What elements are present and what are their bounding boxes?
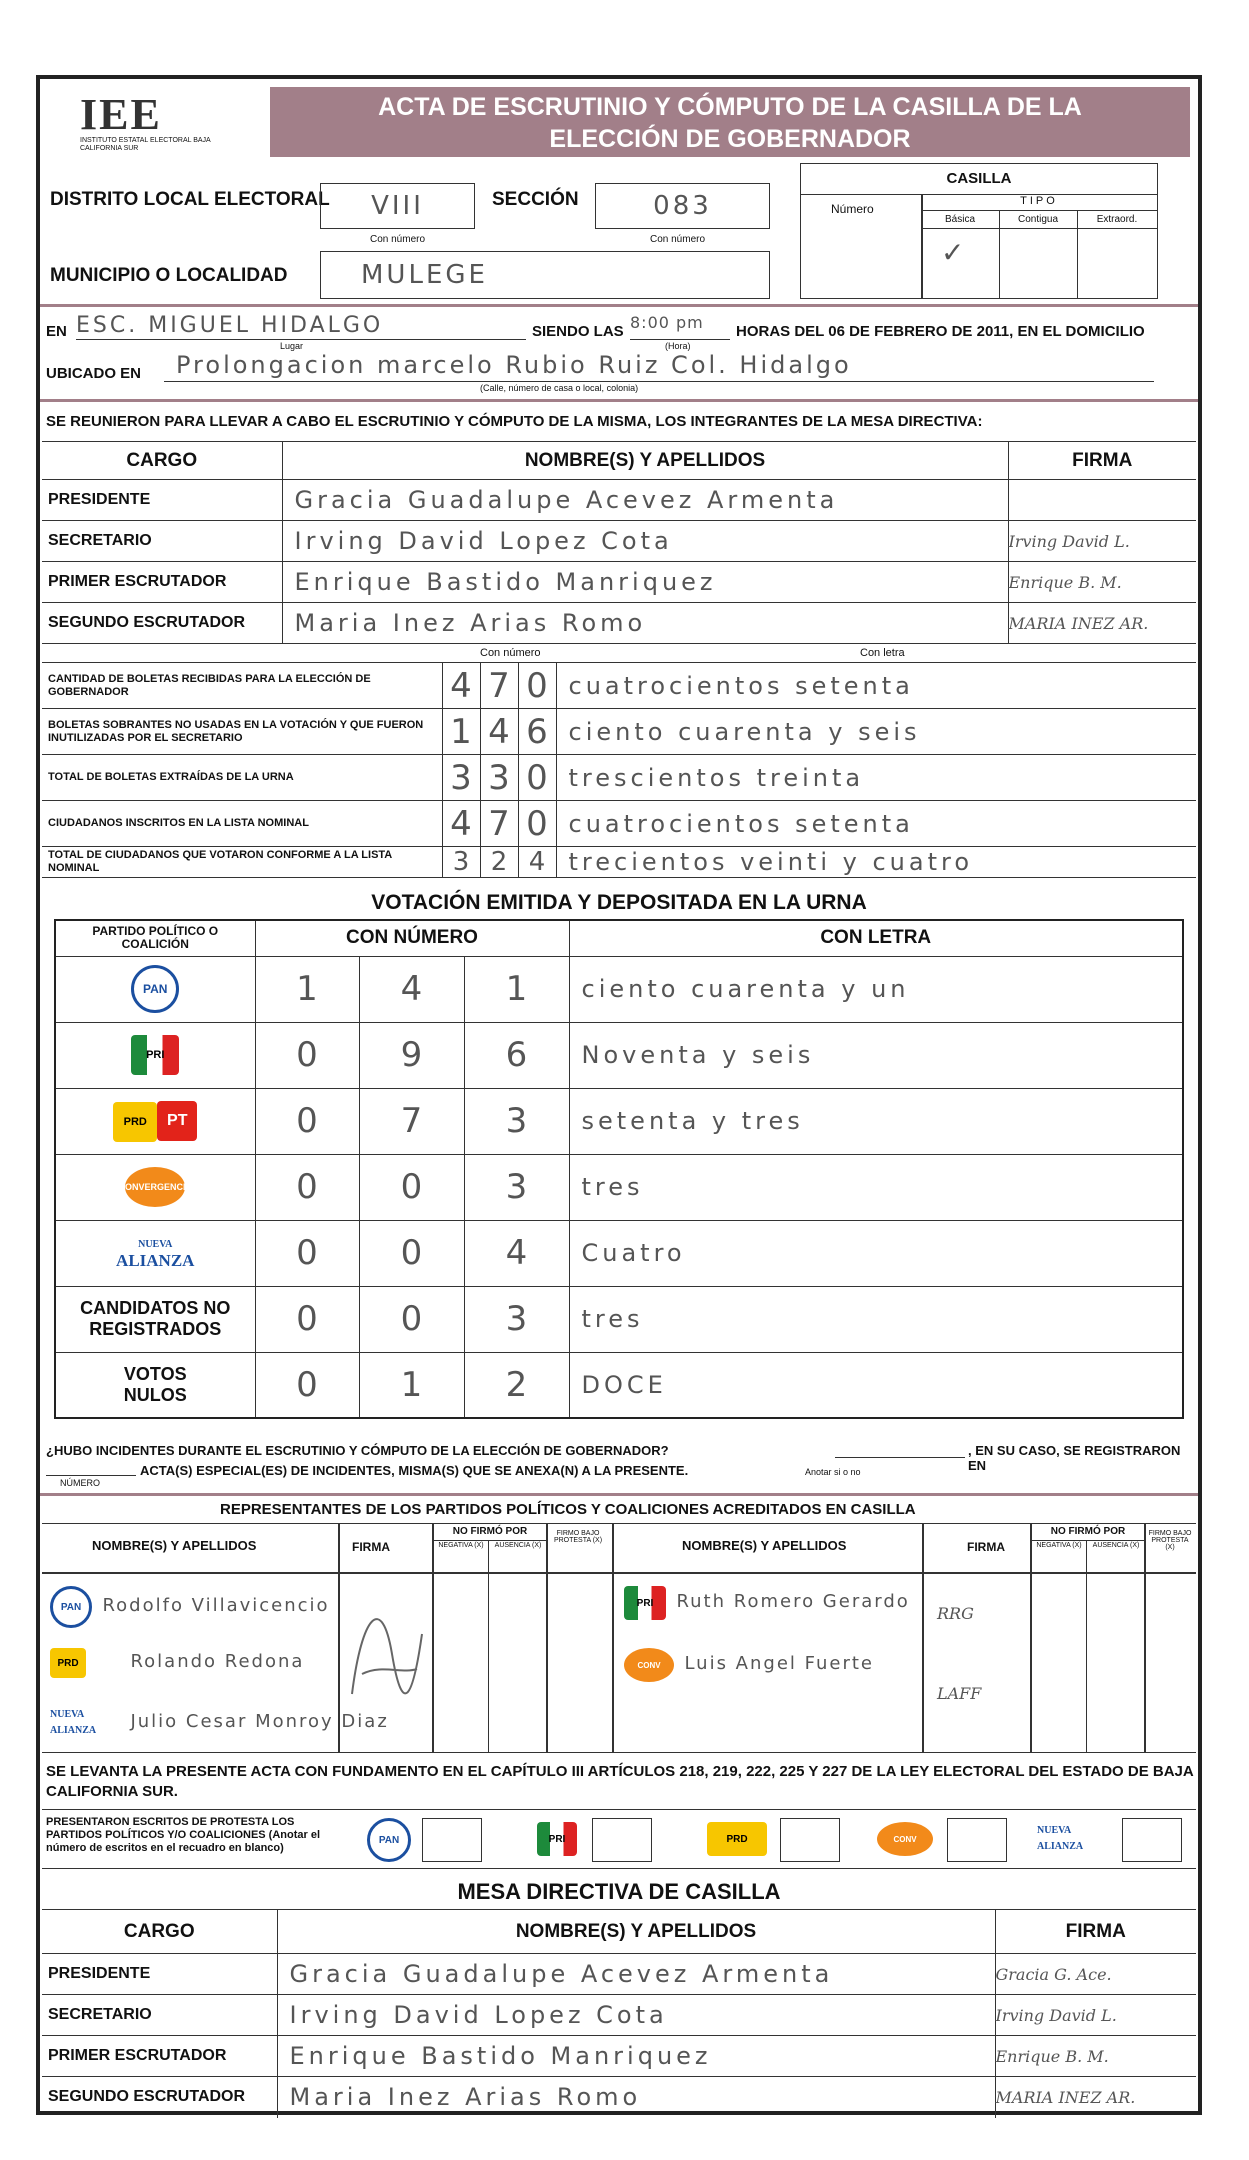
- mesa-directiva-table-2: [42, 1909, 1196, 2118]
- letra[interactable]: Noventa y seis: [569, 1022, 1183, 1088]
- digit[interactable]: 1: [442, 709, 480, 755]
- rep-row-left-2: [50, 1648, 304, 1678]
- mesa2-row-secretario: [42, 1995, 1196, 2036]
- incidentes-answer-field[interactable]: [835, 1457, 965, 1458]
- pan-logo-icon: PAN: [131, 965, 179, 1013]
- digit[interactable]: 0: [359, 1154, 464, 1220]
- digit[interactable]: 1: [464, 956, 569, 1022]
- digit[interactable]: 0: [359, 1286, 464, 1352]
- prd-logo-icon: PRD: [113, 1102, 157, 1142]
- votacion-row-pan: [55, 956, 1183, 1022]
- digit[interactable]: 1: [255, 956, 359, 1022]
- hora-value: 8:00 pm: [630, 313, 704, 332]
- district-label: DISTRITO LOCAL ELECTORAL: [50, 189, 330, 210]
- lugar-sub: Lugar: [280, 341, 304, 351]
- municipio-value: MULEGE: [361, 260, 488, 290]
- lugar-field[interactable]: [76, 313, 526, 340]
- casilla-extraord: Extraord.: [1096, 214, 1138, 225]
- protesta-pan-input[interactable]: [422, 1818, 482, 1862]
- rep-h-nombre-right: NOMBRE(S) Y APELLIDOS: [682, 1538, 847, 1553]
- digit[interactable]: 0: [255, 1352, 359, 1418]
- letra[interactable]: Cuatro: [569, 1220, 1183, 1286]
- digit[interactable]: 4: [480, 709, 518, 755]
- title-line-2: ELECCIÓN DE GOBERNADOR: [549, 125, 911, 153]
- prd-pt-logo-icon: PRD: [707, 1822, 767, 1856]
- votos-nulos-label: VOTOS NULOS: [55, 1352, 255, 1418]
- votacion-row-pri: [55, 1022, 1183, 1088]
- rep-h-nofirmo-left: NO FIRMÓ POR: [452, 1526, 528, 1537]
- boletas-label: TOTAL DE CIUDADANOS QUE VOTARON CONFORME A LA LISTA NOMINAL: [42, 847, 442, 878]
- convergencia-logo-icon: CONV: [877, 1822, 933, 1856]
- cargo: PRIMER ESCRUTADOR: [42, 562, 282, 603]
- digit[interactable]: 3: [464, 1286, 569, 1352]
- digit[interactable]: 6: [518, 709, 556, 755]
- incidentes-numero-field[interactable]: [46, 1475, 136, 1476]
- rep-h-negativa-right: NEGATIVA (X): [1036, 1542, 1082, 1549]
- rep-firma[interactable]: RRG: [937, 1604, 974, 1623]
- protesta-nva-input[interactable]: [1122, 1818, 1182, 1862]
- votacion-row-no-registrados: [55, 1286, 1183, 1352]
- cargo: SEGUNDO ESCRUTADOR: [42, 2077, 277, 2118]
- casilla-tipo: TIPO: [1020, 195, 1058, 207]
- district-value: VIII: [371, 191, 424, 221]
- firma[interactable]: Irving David L.: [995, 1995, 1196, 2036]
- digit[interactable]: 9: [359, 1022, 464, 1088]
- section-sub: Con número: [650, 234, 706, 245]
- representantes-table: [42, 1523, 1196, 1753]
- fundamento-text: SE LEVANTA LA PRESENTE ACTA CON FUNDAMENTO EN EL CAPÍTULO III ARTÍCULOS 218, 219, 222, 225 Y 227 DE LA LEY ELECTORAL DEL ESTADO DE BAJA CALIFORNIA SUR.: [46, 1763, 1194, 1800]
- firma[interactable]: Irving David L.: [1008, 521, 1196, 562]
- logo-subtitle: INSTITUTO ESTATAL ELECTORAL BAJA CALIFORNIA SUR: [80, 137, 211, 152]
- hora-sub: (Hora): [665, 341, 691, 351]
- basica-check-icon[interactable]: ✓: [941, 236, 968, 269]
- votacion-title: VOTACIÓN EMITIDA Y DEPOSITADA EN LA URNA: [371, 891, 867, 914]
- protesta-pri-input[interactable]: [592, 1818, 652, 1862]
- nombre[interactable]: Irving David Lopez Cota: [282, 521, 1008, 562]
- domicilio-value: Prolongacion marcelo Rubio Ruiz Col. Hidalgo: [176, 351, 852, 379]
- rep-h-protesta-right: FIRMO BAJO PROTESTA (X): [1148, 1530, 1192, 1551]
- rep-nombre[interactable]: Rodolfo Villavicencio: [102, 1595, 330, 1617]
- letra[interactable]: tres: [569, 1286, 1183, 1352]
- votacion-table: [54, 919, 1184, 1419]
- h-firma: FIRMA: [1008, 442, 1196, 480]
- rep-h-protesta-left: FIRMO BAJO PROTESTA (X): [553, 1530, 603, 1544]
- domicilio-field[interactable]: [164, 351, 1154, 382]
- prd-logo-icon: PRD: [50, 1648, 86, 1678]
- casilla-contigua: Contigua: [1017, 214, 1059, 225]
- digit[interactable]: 4: [442, 663, 480, 709]
- rep-h-ausencia-left: AUSENCIA (X): [494, 1542, 542, 1549]
- h-cargo: CARGO: [42, 1910, 277, 1954]
- rep-nombre[interactable]: Ruth Romero Gerardo: [676, 1591, 910, 1613]
- nombre[interactable]: Maria Inez Arias Romo: [277, 2077, 995, 2118]
- section-value: 083: [653, 191, 712, 221]
- boletas-table: [42, 662, 1196, 878]
- casilla-title: CASILLA: [801, 164, 1157, 195]
- digit[interactable]: 3: [442, 755, 480, 801]
- cargo: SECRETARIO: [42, 1995, 277, 2036]
- boletas-h-num: Con número: [480, 647, 541, 659]
- nueva-alianza-logo-icon: NUEVA ALIANZA: [1037, 1825, 1084, 1852]
- casilla-numero: Número: [831, 202, 874, 216]
- cargo: SECRETARIO: [42, 521, 282, 562]
- digit[interactable]: 7: [480, 663, 518, 709]
- nueva-alianza-logo-icon: NUEVA ALIANZA: [116, 1239, 195, 1270]
- hora-field[interactable]: [630, 313, 730, 340]
- mesa2-title: MESA DIRECTIVA DE CASILLA: [457, 1879, 781, 1904]
- digit[interactable]: 0: [255, 1022, 359, 1088]
- rep-nombre[interactable]: Rolando Redona: [130, 1651, 305, 1673]
- boletas-label: TOTAL DE BOLETAS EXTRAÍDAS DE LA URNA: [42, 755, 442, 801]
- protesta-conv-input[interactable]: [947, 1818, 1007, 1862]
- en-label: EN: [46, 323, 67, 340]
- title-band: [270, 87, 1190, 157]
- votacion-row-prd-pt: [55, 1088, 1183, 1154]
- firma[interactable]: Enrique B. M.: [1008, 562, 1196, 603]
- ubicado-label: UBICADO EN: [46, 365, 142, 382]
- letra[interactable]: cuatrocientos setenta: [556, 801, 1196, 847]
- municipio-field[interactable]: [320, 251, 770, 299]
- boletas-label: CIUDADANOS INSCRITOS EN LA LISTA NOMINAL: [42, 801, 442, 847]
- digit[interactable]: 3: [464, 1154, 569, 1220]
- digit[interactable]: 2: [480, 847, 518, 878]
- incidentes-line-1: ¿HUBO INCIDENTES DURANTE EL ESCRUTINIO Y CÓMPUTO DE LA ELECCIÓN DE GOBERNADOR?: [46, 1443, 669, 1458]
- domicilio-sub: (Calle, número de casa o local, colonia): [480, 383, 639, 393]
- mesa1-row-secretario: [42, 521, 1196, 562]
- title-line-1: ACTA DE ESCRUTINIO Y CÓMPUTO DE LA CASILLA DE LA: [378, 93, 1082, 121]
- digit[interactable]: 0: [255, 1220, 359, 1286]
- firma[interactable]: MARIA INEZ AR.: [995, 2077, 1196, 2118]
- municipio-label: MUNICIPIO O LOCALIDAD: [50, 265, 288, 286]
- pan-logo-icon: PAN: [367, 1818, 411, 1862]
- boletas-row: [42, 709, 1196, 755]
- letra[interactable]: cuatrocientos setenta: [556, 663, 1196, 709]
- horas-text: HORAS DEL 06 DE FEBRERO DE 2011, EN EL DOMICILIO: [736, 323, 1145, 340]
- votacion-row-nulos: [55, 1352, 1183, 1418]
- boletas-row: [42, 847, 1196, 878]
- letra[interactable]: trecientos veinti y cuatro: [556, 847, 1196, 878]
- cargo: PRIMER ESCRUTADOR: [42, 2036, 277, 2077]
- h-con-numero: CON NÚMERO: [255, 920, 569, 956]
- rep-h-negativa-left: NEGATIVA (X): [438, 1542, 484, 1549]
- casilla-basica: Básica: [944, 214, 975, 225]
- digit[interactable]: 0: [518, 663, 556, 709]
- mesa2-row-presidente: [42, 1954, 1196, 1995]
- district-sub: Con número: [370, 234, 426, 245]
- digit[interactable]: 4: [518, 847, 556, 878]
- mesa2-row-segundo: [42, 2077, 1196, 2118]
- lugar-value: ESC. MIGUEL HIDALGO: [76, 313, 384, 338]
- rep-row-left-1: [50, 1586, 330, 1628]
- mesa-directiva-table-1: [42, 441, 1196, 644]
- incidentes-numero: NÚMERO: [60, 1478, 100, 1488]
- boletas-row: [42, 755, 1196, 801]
- convergencia-logo-icon: CONV: [624, 1648, 674, 1682]
- firma[interactable]: Enrique B. M.: [995, 2036, 1196, 2077]
- firma[interactable]: [1008, 480, 1196, 521]
- mesa2-row-primer: [42, 2036, 1196, 2077]
- digit[interactable]: 0: [518, 801, 556, 847]
- firma[interactable]: Gracia G. Ace.: [995, 1954, 1196, 1995]
- nueva-alianza-logo-icon: NUEVA ALIANZA: [50, 1709, 97, 1736]
- digit[interactable]: 7: [359, 1088, 464, 1154]
- letra[interactable]: ciento cuarenta y un: [569, 956, 1183, 1022]
- rep-firma[interactable]: LAFF: [937, 1684, 982, 1703]
- incidentes-line-1b: , EN SU CASO, SE REGISTRARON EN: [968, 1443, 1181, 1473]
- digit[interactable]: 0: [255, 1088, 359, 1154]
- h-nombre: NOMBRE(S) Y APELLIDOS: [282, 442, 1008, 480]
- pan-logo-icon: PAN: [50, 1586, 92, 1628]
- nombre[interactable]: Gracia Guadalupe Acevez Armenta: [277, 1954, 995, 1995]
- rep-h-ausencia-right: AUSENCIA (X): [1092, 1542, 1140, 1549]
- protesta-prd-input[interactable]: [780, 1818, 840, 1862]
- firma[interactable]: MARIA INEZ AR.: [1008, 603, 1196, 644]
- pri-logo-icon: PRI: [131, 1035, 179, 1075]
- boletas-label: BOLETAS SOBRANTES NO USADAS EN LA VOTACIÓN Y QUE FUERON INUTILIZADAS POR EL SECRETARIO: [42, 709, 442, 755]
- rep-row-right-1: [624, 1586, 910, 1620]
- votacion-row-convergencia: [55, 1154, 1183, 1220]
- h-partido: PARTIDO POLÍTICO O COALICIÓN: [55, 920, 255, 956]
- digit[interactable]: 2: [464, 1352, 569, 1418]
- convergencia-logo-icon: CONVERGENCIA: [125, 1167, 185, 1207]
- digit[interactable]: 4: [359, 956, 464, 1022]
- section-field[interactable]: [595, 183, 770, 229]
- rep-row-left-3: [50, 1708, 389, 1738]
- letra[interactable]: trescientos treinta: [556, 755, 1196, 801]
- rep-h-nofirmo-right: NO FIRMÓ POR: [1050, 1526, 1126, 1537]
- incidentes-line-2: ACTA(S) ESPECIAL(ES) DE INCIDENTES, MISMA(S) QUE SE ANEXA(N) A LA PRESENTE.: [140, 1463, 689, 1478]
- digit[interactable]: 4: [464, 1220, 569, 1286]
- digit[interactable]: 3: [480, 755, 518, 801]
- digit[interactable]: 0: [518, 755, 556, 801]
- votacion-row-nueva-alianza: [55, 1220, 1183, 1286]
- candidatos-no-registrados-label: CANDIDATOS NO REGISTRADOS: [55, 1286, 255, 1352]
- rep-nombre[interactable]: Julio Cesar Monroy Diaz: [130, 1711, 389, 1733]
- cargo: PRESIDENTE: [42, 480, 282, 521]
- pt-logo-icon: PT: [157, 1101, 197, 1141]
- nombre[interactable]: Maria Inez Arias Romo: [282, 603, 1008, 644]
- rep-h-firma-left: FIRMA: [352, 1540, 390, 1554]
- digit[interactable]: 6: [464, 1022, 569, 1088]
- letra[interactable]: DOCE: [569, 1352, 1183, 1418]
- digit[interactable]: 0: [359, 1220, 464, 1286]
- boletas-h-letra: Con letra: [860, 647, 905, 659]
- siendo-label: SIENDO LAS: [532, 323, 624, 340]
- digit[interactable]: 4: [442, 801, 480, 847]
- reunion-text: SE REUNIERON PARA LLEVAR A CABO EL ESCRUTINIO Y CÓMPUTO DE LA MISMA, LOS INTEGRANTES DE LA MESA DIRECTIVA:: [46, 413, 983, 430]
- rep-row-right-2: [624, 1648, 874, 1682]
- boletas-label: CANTIDAD DE BOLETAS RECIBIDAS PARA LA ELECCIÓN DE GOBERNADOR: [42, 663, 442, 709]
- nombre[interactable]: Enrique Bastido Manriquez: [282, 562, 1008, 603]
- letra[interactable]: ciento cuarenta y seis: [556, 709, 1196, 755]
- mesa1-row-presidente: [42, 480, 1196, 521]
- cargo: SEGUNDO ESCRUTADOR: [42, 603, 282, 644]
- digit[interactable]: 0: [255, 1154, 359, 1220]
- rep-nombre[interactable]: Luis Angel Fuerte: [684, 1653, 875, 1675]
- district-field[interactable]: [320, 183, 475, 229]
- nombre[interactable]: Enrique Bastido Manriquez: [277, 2036, 995, 2077]
- digit[interactable]: 1: [359, 1352, 464, 1418]
- digit[interactable]: 3: [464, 1088, 569, 1154]
- iee-logo: [80, 90, 240, 163]
- acta-sheet: [36, 75, 1202, 2115]
- digit[interactable]: 0: [255, 1286, 359, 1352]
- rep-h-nombre-left: NOMBRE(S) Y APELLIDOS: [92, 1538, 257, 1553]
- rep-h-firma-right: FIRMA: [967, 1540, 1005, 1554]
- letra[interactable]: tres: [569, 1154, 1183, 1220]
- cargo: PRESIDENTE: [42, 1954, 277, 1995]
- nombre[interactable]: Gracia Guadalupe Acevez Armenta: [282, 480, 1008, 521]
- h-con-letra: CON LETRA: [569, 920, 1183, 956]
- digit[interactable]: 3: [442, 847, 480, 878]
- casilla-box: [800, 163, 1158, 299]
- mesa1-row-segundo: [42, 603, 1196, 644]
- protesta-row: [42, 1809, 1196, 1869]
- boletas-row: [42, 801, 1196, 847]
- boletas-row: [42, 663, 1196, 709]
- rep-signature-scribble: [342, 1574, 430, 1724]
- digit[interactable]: 7: [480, 801, 518, 847]
- pri-logo-icon: PRI: [537, 1822, 577, 1856]
- logo-text: IEE: [80, 90, 162, 139]
- representantes-title: REPRESENTANTES DE LOS PARTIDOS POLÍTICOS Y COALICIONES ACREDITADOS EN CASILLA: [220, 1501, 916, 1518]
- section-label: SECCIÓN: [492, 189, 579, 210]
- protesta-text: PRESENTARON ESCRITOS DE PROTESTA LOS PARTIDOS POLÍTICOS Y/O COALICIONES (Anotar el número de escritos en el recuadro en blanco): [46, 1816, 321, 1854]
- letra[interactable]: setenta y tres: [569, 1088, 1183, 1154]
- h-firma: FIRMA: [995, 1910, 1196, 1954]
- h-cargo: CARGO: [42, 442, 282, 480]
- nombre[interactable]: Irving David Lopez Cota: [277, 1995, 995, 2036]
- incidentes-anotar: Anotar si o no: [805, 1467, 861, 1477]
- pri-logo-icon: PRI: [624, 1586, 666, 1620]
- h-nombre: NOMBRE(S) Y APELLIDOS: [277, 1910, 995, 1954]
- mesa1-row-primer: [42, 562, 1196, 603]
